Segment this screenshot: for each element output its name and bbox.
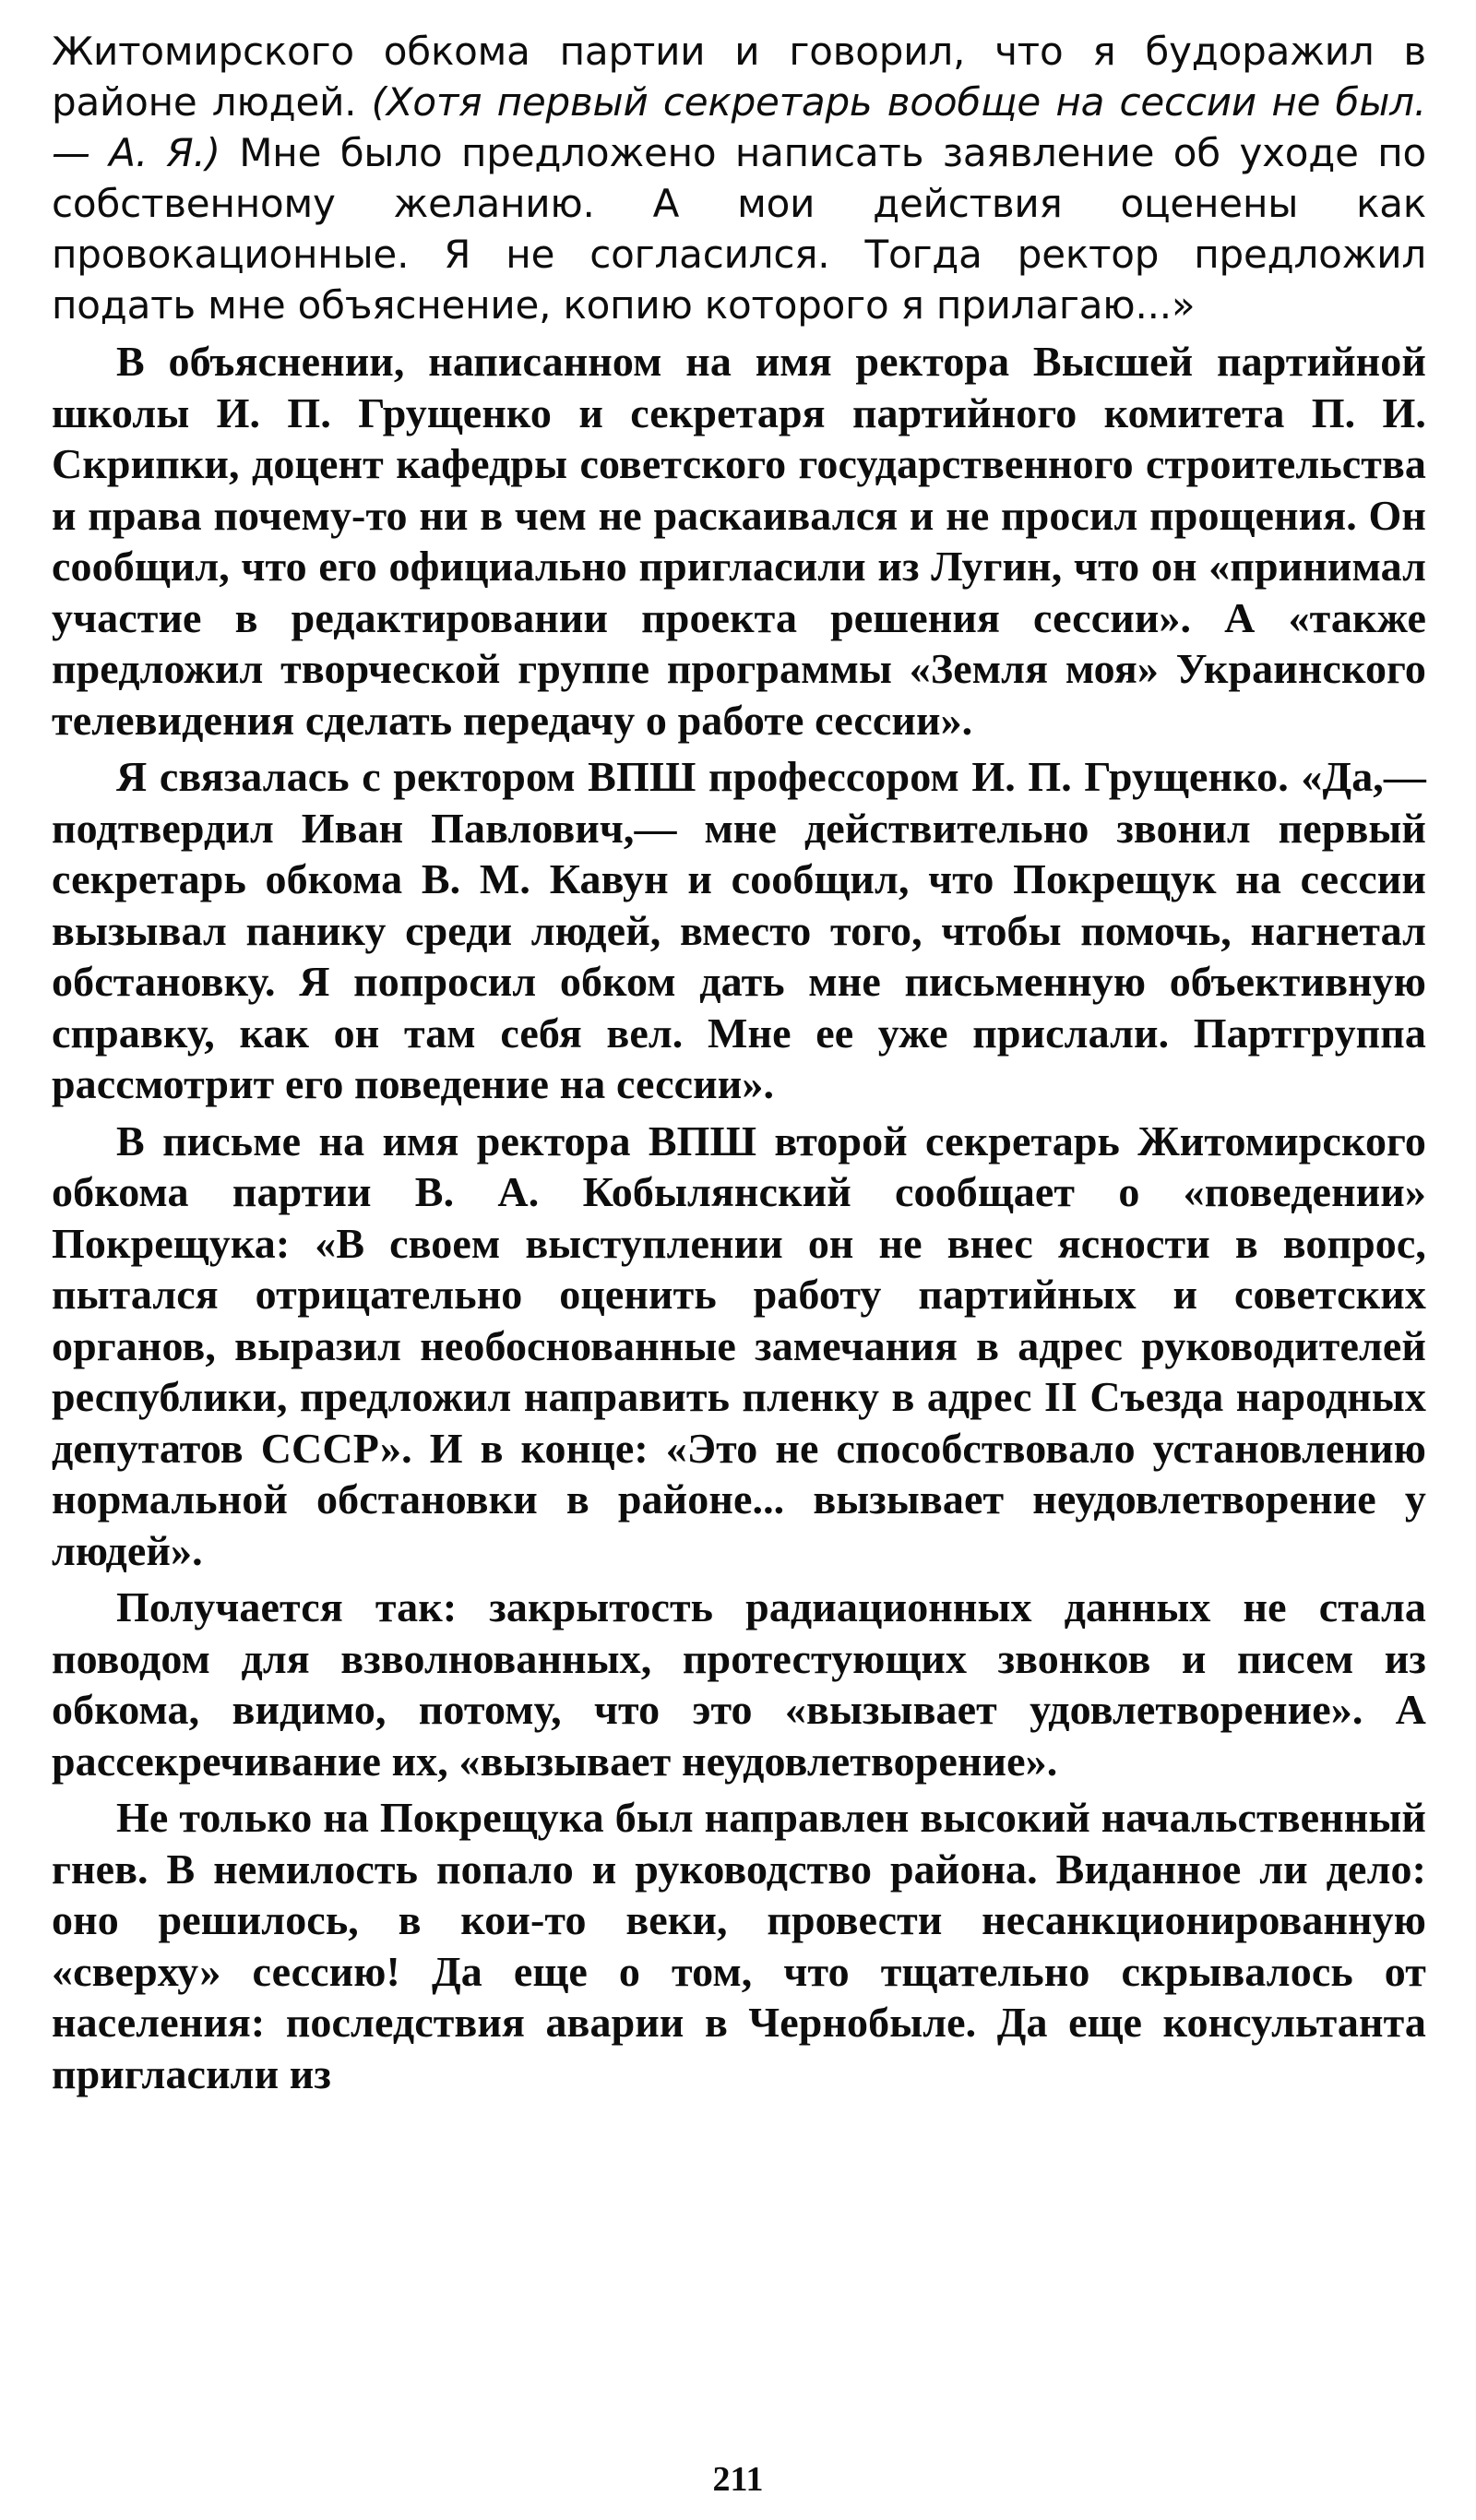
quote-text-before: Житомирского обкома партии и говорил, что я будоражил в районе людей. <box>52 29 1426 125</box>
paragraph-conclusion: Получается так: закрытость радиационных данных не стала поводом для взволнованных, протестующих звонков и писем из обкома, видимо, потому, что это «вызывает удовлетворение». А рассекречивание их, «вызывает неудовлетворение». <box>52 1583 1426 1785</box>
page-number: 211 <box>712 2460 764 2499</box>
paragraph-district-leadership: Не только на Покрещука был направлен высокий начальственный гнев. В немилость попало и руководство района. Виданное ли дело: оно решилось, в кои-то веки, провести несанкционированную «сверху» сессию! Да еще о том, что тщательно скрывалось от населения: последствия аварии в Чернобыле. Да еще консультанта пригласили из <box>52 1794 1426 2097</box>
paragraph-rector-call: Я связалась с ректором ВПШ профессором И. П. Грущенко. «Да,— подтвердил Иван Павлович,— мне действительно звонил первый секретарь обкома В. М. Кавун и сообщил, что Покрещук на сессии вызывал панику среди людей, вместо того, чтобы помочь, нагнетал обстановку. Я попросил обком дать мне письменную объективную справку, как он там себя вел. Мне ее уже прислали. Партгруппа рассмотрит его поведение на сессии». <box>52 753 1426 1107</box>
quote-italic-remark: (Хотя первый секретарь вообще на сессии не был.— А. Я.) <box>52 79 1426 175</box>
quote-paragraph <box>52 26 1426 330</box>
paragraph-explanation: В объяснении, написанном на имя ректора Высшей партийной школы И. П. Грущенко и секретаря партийного комитета П. И. Скрипки, доцент кафедры советского государственного строительства и права почему-то ни в чем не раскаивался и не просил прощения. Он сообщил, что его официально пригласили из Лугин, что он «принимал участие в редактировании проекта решения сессии». А «также предложил творческой группе программы «Земля моя» Украинского телевидения сделать передачу о работе сессии». <box>52 338 1426 744</box>
book-page <box>52 26 1426 2105</box>
paragraph-obkom-letter: В письме на имя ректора ВПШ второй секретарь Житомирского обкома партии В. А. Кобылянский сообщает о «поведении» Покрещука: «В своем выступлении он не внес ясности в вопрос, пытался отрицательно оценить работу партийных и советских органов, выразил необоснованные замечания в адрес руководителей республики, предложил направить пленку в адрес II Съезда народных депутатов СССР». И в конце: «Это не способствовало установлению нормальной обстановки в районе... вызывает неудовлетворение у людей». <box>52 1117 1426 1574</box>
quote-text-after: Мне было предложено написать заявление об уходе по собственному желанию. А мои действия оценены как провокационные. Я не согласился. Тогда ректор предложил подать мне объяснение, копию которого я прилагаю...» <box>52 130 1426 328</box>
